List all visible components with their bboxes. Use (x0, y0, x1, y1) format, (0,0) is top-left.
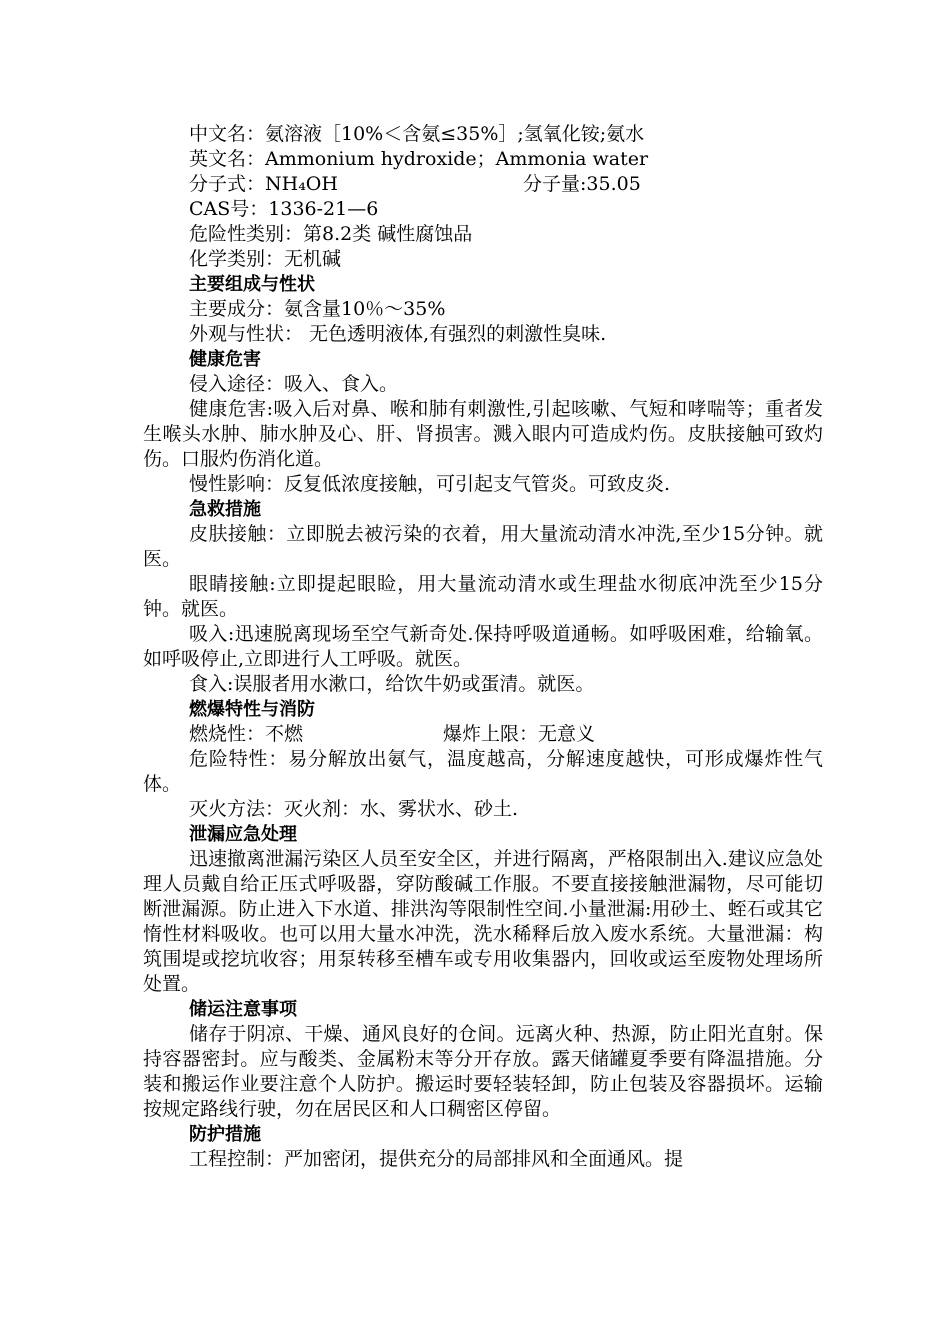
section-title-storage: 储运注意事项 (189, 999, 297, 1020)
flammability: 燃烧性：不燃 (189, 723, 304, 745)
exposure-route: 侵入途径：吸入、食入。 (189, 373, 399, 395)
section-title-health: 健康危害 (189, 349, 261, 370)
hazard-class: 危险性类别：第8.2类 碱性腐蚀品 (189, 223, 473, 245)
appearance: 外观与性状： 无色透明液体,有强烈的刺激性臭味. (189, 323, 607, 345)
molecular-formula: 分子式：NH₄OH (189, 173, 338, 195)
fire-hazard: 危险特性：易分解放出氨气，温度越高，分解速度越快，可形成爆炸性气体。 (143, 748, 823, 795)
engineering-control: 工程控制：严加密闭，提供充分的局部排风和全面通风。提 (189, 1148, 684, 1170)
skin-contact: 皮肤接触：立即脱去被污染的衣着，用大量流动清水冲洗,至少15分钟。就医。 (143, 523, 823, 570)
inhalation: 吸入:迅速脱离现场至空气新奇处.保持呼吸道通畅。如呼吸困难，给输氧。如呼吸停止,立即进行人工呼吸。就医。 (143, 623, 823, 670)
cas-number: CAS号：1336-21—6 (189, 198, 379, 220)
chemical-class: 化学类别：无机碱 (189, 248, 342, 270)
storage-transport: 储存于阴凉、干燥、通风良好的仓间。远离火种、热源，防止阳光直射。保持容器密封。应与酸类、金属粉末等分开存放。露天储罐夏季要有降温措施。分装和搬运作业要注意个人防护。搬运时要轻装轻卸，防止包装及容器损坏。运输按规定路线行驶，勿在居民区和人口稠密区停留。 (143, 1023, 823, 1120)
section-title-fire: 燃爆特性与消防 (189, 699, 315, 720)
section-title-spill: 泄漏应急处理 (189, 824, 297, 845)
section-title-protection: 防护措施 (189, 1124, 261, 1145)
spill-response: 迅速撤离泄漏污染区人员至安全区，并进行隔离，严格限制出入.建议应急处理人员戴自给正压式呼吸器，穿防酸碱工作服。不要直接接触泄漏物，尽可能切断泄漏源。防止进入下水道、排洪沟等限制性空间.小量泄漏:用砂土、蛭石或其它惰性材料吸收。也可以用大量水冲洗，洗水稀释后放入废水系统。大量泄漏：构筑围堤或挖坑收容；用泵转移至槽车或专用收集器内，回收或运至废物处理场所处置。 (143, 848, 823, 995)
chinese-name: 中文名：氨溶液［10%＜含氨≤35%］;氢氧化铵;氨水 (189, 123, 645, 145)
extinguishing-method: 灭火方法：灭火剂：水、雾状水、砂土. (189, 798, 519, 820)
section-title-composition: 主要组成与性状 (189, 274, 315, 295)
chronic-effect: 慢性影响：反复低浓度接触，可引起支气管炎。可致皮炎. (189, 473, 671, 495)
ingestion: 食入:误服者用水漱口，给饮牛奶或蛋清。就医。 (189, 673, 595, 695)
composition: 主要成分：氨含量10％～35% (189, 298, 446, 320)
health-hazard: 健康危害:吸入后对鼻、喉和肺有刺激性,引起咳嗽、气短和哮喘等；重者发生喉头水肿、肺水肿及心、肝、肾损害。溅入眼内可造成灼伤。皮肤接触可致灼伤。口服灼伤消化道。 (143, 398, 823, 470)
document-page (143, 122, 823, 1172)
upper-explosive-limit: 爆炸上限：无意义 (443, 723, 596, 745)
flammability-row (143, 722, 823, 747)
eye-contact: 眼睛接触:立即提起眼睑，用大量流动清水或生理盐水彻底冲洗至少15分钟。就医。 (143, 573, 823, 620)
english-name: 英文名：Ammonium hydroxide；Ammonia water (189, 148, 649, 170)
formula-row (143, 172, 823, 197)
molecular-weight: 分子量:35.05 (523, 173, 641, 195)
section-title-first-aid: 急救措施 (189, 499, 261, 520)
